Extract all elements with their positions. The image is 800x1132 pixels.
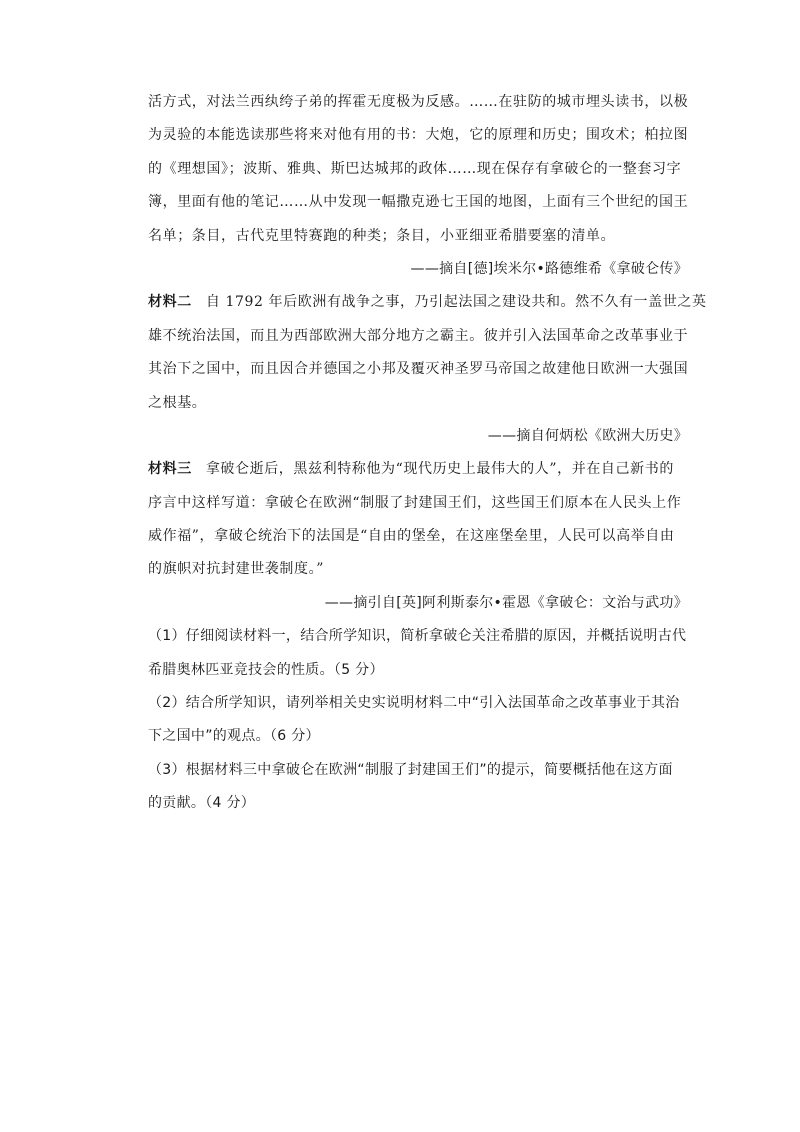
material-one-line: 活方式，对法兰西纨绔子弟的挥霍无度极为反感。……在驻防的城市埋头读书，以极: [148, 94, 689, 110]
question-1-line: （1）仔细阅读材料一，结合所学知识，简析拿破仑关注希腊的原因，并概括说明古代: [148, 628, 687, 645]
material-two-source: ——摘自何炳松《欧洲大历史》: [487, 427, 688, 444]
material-two-line: 其治下之国中，而且因合并德国之小邦及覆灭神圣罗马帝国之故建他日欧洲一大强国: [148, 361, 689, 378]
material-two: [148, 286, 707, 453]
material-three-line: 威作福”，拿破仑统治下的法国是“自由的堡垒，在这座堡垒里，人民可以高举自由: [148, 528, 675, 545]
material-two-line: 自 1792 年后欧洲有战争之事，乃引起法国之建设共和。然不久有一盖世之英: [205, 294, 707, 311]
question-3-line: （3）根据材料三中拿破仑在欧洲“制服了封建国王们”的提示，简要概括他在这方面: [148, 761, 673, 778]
material-three-source: ——摘引自[英]阿利斯泰尔•霍恩《拿破仑：文治与武功》: [324, 594, 688, 611]
question-3-line: 的贡献。（4 分）: [148, 795, 256, 812]
material-one-line: 名单；条目，古代克里特赛跑的种类；条目，小亚细亚希腊要塞的清单。: [148, 227, 616, 244]
material-two-line: 雄不统治法国，而且为西部欧洲大部分地方之霸主。彼并引入法国革命之改革事业于: [148, 327, 689, 344]
material-three: [148, 453, 688, 620]
material-three-line: 拿破仑逝后，黑兹利特称他为“现代历史上最伟大的人”，并在自己新书的: [205, 461, 674, 478]
material-one: [148, 86, 688, 286]
material-three-line: 序言中这样写道：拿破仑在欧洲“制服了封建国王们，这些国王们原本在人民头上作: [148, 494, 682, 511]
question-1-line: 希腊奥林匹亚竞技会的性质。（5 分）: [148, 661, 384, 678]
question-2-line: （2）结合所学知识，请列举相关史实说明材料二中“引入法国革命之改革事业于其治: [148, 695, 680, 712]
material-three-label: 材料三: [148, 461, 192, 478]
question-list: [148, 620, 688, 820]
material-two-first-line: [148, 286, 707, 319]
material-three-first-line: [148, 453, 688, 486]
material-three-line: 的旗帜对抗封建世袭制度。”: [148, 561, 324, 578]
material-one-line: 为灵验的本能选读那些将来对他有用的书：大炮，它的原理和历史；围攻术；柏拉图: [148, 127, 689, 144]
question-2-line: 下之国中”的观点。（6 分）: [148, 728, 320, 745]
material-one-source: ——摘自[德]埃米尔•路德维希《拿破仑传》: [410, 260, 688, 277]
material-one-line: 的《理想国》；波斯、雅典、斯巴达城邦的政体……现在保存有拿破仑的一整套习字: [148, 160, 682, 177]
material-one-line: 簿，里面有他的笔记……从中发现一幅撒克逊七王国的地图，上面有三个世纪的国王: [148, 194, 689, 211]
material-two-line: 之根基。: [148, 394, 207, 411]
material-two-label: 材料二: [148, 294, 192, 311]
exam-page: [148, 86, 707, 821]
